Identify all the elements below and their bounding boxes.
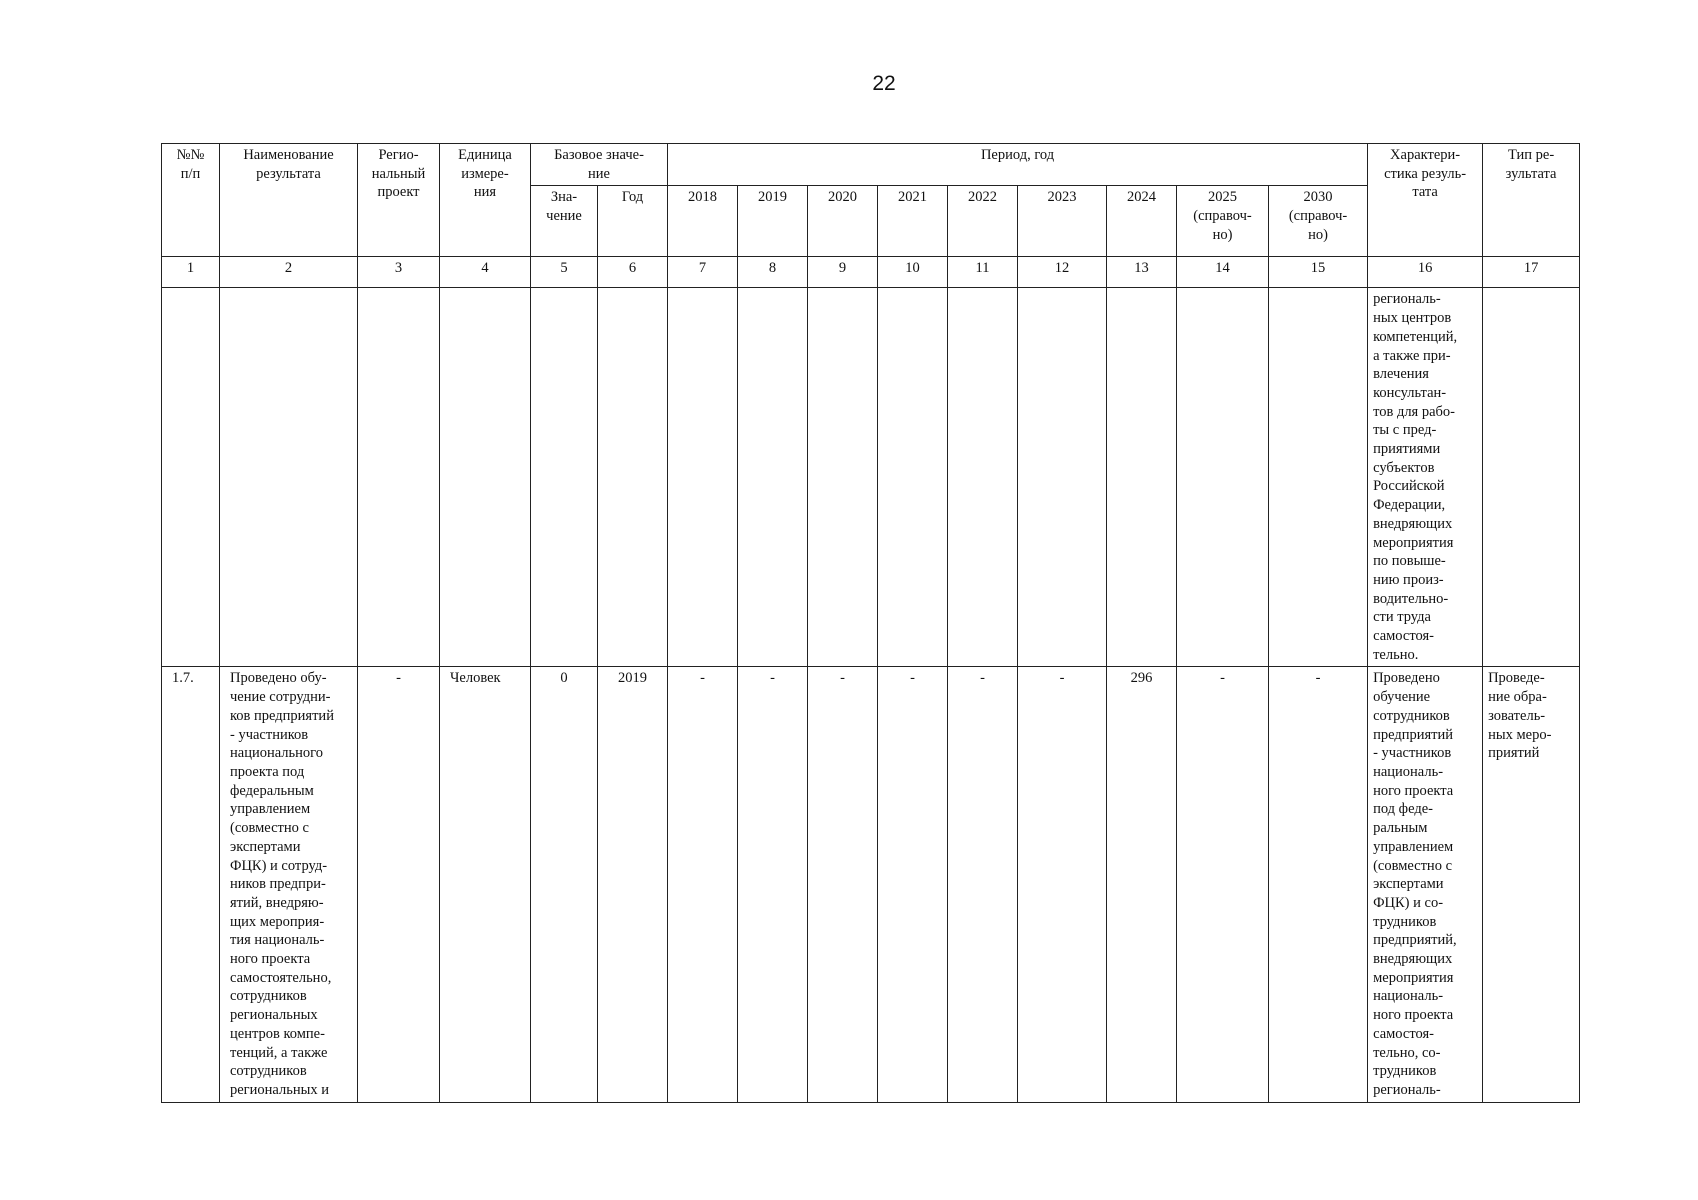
header-regional: Регио- нальный проект (358, 144, 440, 257)
cell-year (1177, 288, 1269, 667)
cell-num: 1.7. (162, 667, 220, 1102)
header-year-2019: 2019 (738, 186, 808, 257)
column-number: 13 (1107, 257, 1177, 288)
header-base: Базовое значе- ние (531, 144, 668, 186)
cell-year (1269, 288, 1368, 667)
header-name: Наименование результата (220, 144, 358, 257)
header-period: Период, год (668, 144, 1368, 186)
column-number: 15 (1269, 257, 1368, 288)
header-row-1 (162, 144, 1580, 186)
header-year-2030: 2030 (справоч- но) (1269, 186, 1368, 257)
cell-base-year: 2019 (598, 667, 668, 1102)
table-row (162, 667, 1580, 1102)
header-type: Тип ре- зультата (1483, 144, 1580, 257)
cell-base-value (531, 288, 598, 667)
cell-year (1018, 288, 1107, 667)
column-number: 3 (358, 257, 440, 288)
column-number: 17 (1483, 257, 1580, 288)
cell-year-2020: - (808, 667, 878, 1102)
page-number: 22 (872, 72, 896, 95)
column-number: 14 (1177, 257, 1269, 288)
cell-base-value: 0 (531, 667, 598, 1102)
cell-year (738, 288, 808, 667)
cell-type: Проведе- ние обра- зователь- ных меро- приятий (1483, 667, 1580, 1102)
column-number: 8 (738, 257, 808, 288)
cell-year (668, 288, 738, 667)
cell-year-2021: - (878, 667, 948, 1102)
cell-year-2023: - (1018, 667, 1107, 1102)
column-number: 1 (162, 257, 220, 288)
results-table (161, 143, 1580, 1103)
column-number: 2 (220, 257, 358, 288)
column-number: 11 (948, 257, 1018, 288)
cell-year (808, 288, 878, 667)
cell-regional (358, 288, 440, 667)
header-unit: Единица измере- ния (440, 144, 531, 257)
column-number: 4 (440, 257, 531, 288)
header-year-2021: 2021 (878, 186, 948, 257)
header-year-2024: 2024 (1107, 186, 1177, 257)
cell-year (948, 288, 1018, 667)
cell-year-2025: - (1177, 667, 1269, 1102)
cell-year-2018: - (668, 667, 738, 1102)
cell-unit: Человек (440, 667, 531, 1102)
cell-year-2019: - (738, 667, 808, 1102)
header-year-2025: 2025 (справоч- но) (1177, 186, 1269, 257)
cell-type (1483, 288, 1580, 667)
cell-num (162, 288, 220, 667)
header-num: №№ п/п (162, 144, 220, 257)
cell-year (878, 288, 948, 667)
header-year-2018: 2018 (668, 186, 738, 257)
column-number: 5 (531, 257, 598, 288)
header-year-2023: 2023 (1018, 186, 1107, 257)
cell-year-2024: 296 (1107, 667, 1177, 1102)
cell-unit (440, 288, 531, 667)
column-number: 9 (808, 257, 878, 288)
header-characteristic: Характери- стика резуль- тата (1368, 144, 1483, 257)
cell-name (220, 288, 358, 667)
column-number: 6 (598, 257, 668, 288)
table-row (162, 288, 1580, 667)
header-base-year: Год (598, 186, 668, 257)
column-number: 7 (668, 257, 738, 288)
column-number: 16 (1368, 257, 1483, 288)
cell-year-2022: - (948, 667, 1018, 1102)
header-year-2022: 2022 (948, 186, 1018, 257)
cell-characteristic: Проведено обучение сотрудников предприятий - участников националь- ного проекта под феде- ральным управлением (совместно с экспертами ФЦК) и со- трудников предприятий, внедряющих мероприятия националь- ного проекта самостоя- тельно, со- трудников региональ- (1368, 667, 1483, 1102)
header-year-2020: 2020 (808, 186, 878, 257)
cell-name: Проведено обу- чение сотрудни- ков предприятий - участников национального проекта под федеральным управлением (совместно с экспертами ФЦК) и сотруд- ников предпри- ятий, внедряю- щих мероприя- тия националь- ного проекта самостоятельно, сотрудников региональных центров компе- тенций, а также сотрудников региональных и (220, 667, 358, 1102)
column-number: 10 (878, 257, 948, 288)
cell-year-2030: - (1269, 667, 1368, 1102)
cell-base-year (598, 288, 668, 667)
cell-regional: - (358, 667, 440, 1102)
cell-characteristic: региональ- ных центров компетенций, а также при- влечения консультан- тов для рабо- ты с пред- приятиями субъектов Российской Федерации, внедряющих мероприятия по повыше- нию произ- водительно- сти труда самостоя- тельно. (1368, 288, 1483, 667)
header-base-value: Зна- чение (531, 186, 598, 257)
cell-year (1107, 288, 1177, 667)
column-number: 12 (1018, 257, 1107, 288)
column-number-row (162, 257, 1580, 288)
